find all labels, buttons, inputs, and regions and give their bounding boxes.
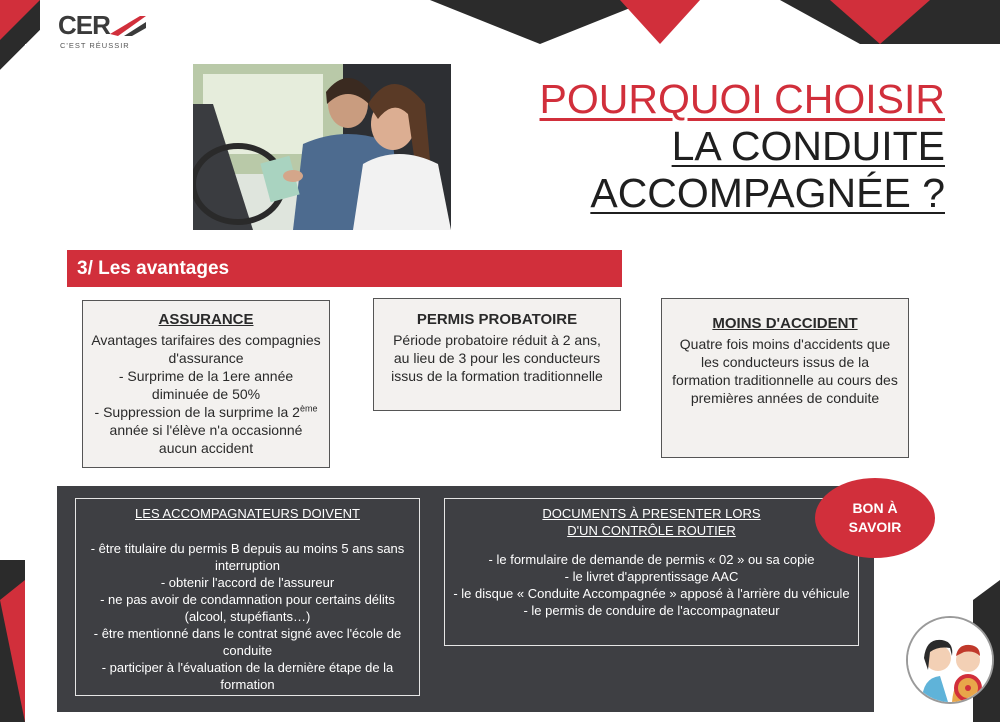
card-assurance-line-3 <box>89 403 323 457</box>
driving-lesson-photo <box>193 64 451 230</box>
avatar-illustration <box>908 618 992 702</box>
documents-heading-line-2: D'UN CONTRÔLE ROUTIER <box>567 523 736 538</box>
driver-couple-icon <box>906 616 994 704</box>
list-item: - le formulaire de demande de permis « 02 » ou sa copie <box>488 552 815 567</box>
list-item: - être titulaire du permis B depuis au moins 5 ans sans interruption <box>90 541 405 573</box>
list-item: - le livret d'apprentissage AAC <box>564 569 739 584</box>
card-permis-heading: PERMIS PROBATOIRE <box>416 311 578 328</box>
card-assurance-line-3-post: année si l'élève n'a occasionné aucun accident <box>109 422 303 456</box>
page-title <box>540 76 945 217</box>
logo-wordmark: CER <box>58 10 110 40</box>
list-item: - être mentionné dans le contrat signé avec l'école de conduite <box>93 626 402 658</box>
accompagnateurs-heading: LES ACCOMPAGNATEURS DOIVENT <box>135 506 360 521</box>
documents-heading-line-1: DOCUMENTS À PRESENTER LORS <box>542 506 761 521</box>
title-line-2: LA CONDUITE <box>671 123 945 169</box>
list-item: - le disque « Conduite Accompagnée » apposé à l'arrière du véhicule <box>453 586 850 601</box>
title-line-1: POURQUOI CHOISIR <box>539 76 945 122</box>
photo-illustration <box>193 64 451 230</box>
card-assurance-line-3-sup: ème <box>299 403 318 414</box>
logo-swoosh-icon <box>110 16 146 36</box>
card-assurance-line-1: Avantages tarifaires des compagnies d'assurance <box>91 332 321 366</box>
card-moins-accident <box>661 298 909 458</box>
card-permis-probatoire <box>373 298 621 411</box>
section-header: 3/ Les avantages <box>67 250 622 287</box>
card-assurance-line-2: - Surprime de la 1ere année diminuée de 50% <box>118 368 294 402</box>
card-permis-text: Période probatoire réduit à 2 ans, au lieu de 3 pour les conducteurs issus de la formation traditionnelle <box>391 332 603 384</box>
list-item: - le permis de conduire de l'accompagnateur <box>523 603 780 618</box>
bon-a-savoir-badge <box>815 478 935 558</box>
card-accident-text: Quatre fois moins d'accidents que les conducteurs issus de la formation traditionnelle au cours des premières années de conduite <box>672 336 898 406</box>
title-line-3: ACCOMPAGNÉE ? <box>590 170 945 216</box>
documents-heading <box>453 505 850 539</box>
card-accident-heading: MOINS D'ACCIDENT <box>712 315 858 332</box>
list-item: - participer à l'évaluation de la dernière étape de la formation <box>101 660 394 692</box>
logo-tagline: C'EST RÉUSSIR <box>60 41 130 50</box>
card-assurance-heading: ASSURANCE <box>158 311 254 328</box>
badge-line-1: BON À <box>852 500 898 516</box>
documents-box <box>444 498 859 646</box>
card-assurance-line-3-pre: - Suppression de la surprime la 2 <box>94 404 300 420</box>
list-item: - ne pas avoir de condamnation pour certains délits (alcool, stupéfiants…) <box>100 592 395 624</box>
list-item: - obtenir l'accord de l'assureur <box>160 575 335 590</box>
card-assurance <box>82 300 330 468</box>
accompagnateurs-box <box>75 498 420 696</box>
badge-line-2: SAVOIR <box>848 519 902 535</box>
cer-logo <box>58 12 148 52</box>
